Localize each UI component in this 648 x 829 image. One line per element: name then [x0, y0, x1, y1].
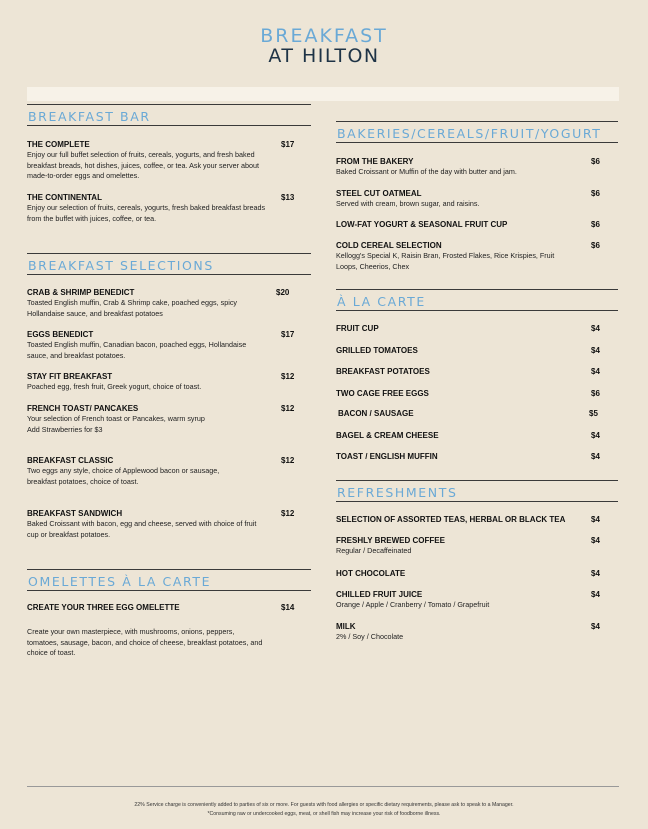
item-description: Regular / Decaffeinated — [336, 546, 412, 555]
item-price: $17 — [281, 140, 295, 149]
footer-consumption-warning: *Consuming raw or undercooked eggs, meat, or shell fish may increase your risk of foodborne illness. — [207, 811, 441, 817]
item-description: Served with cream, brown sugar, and raisins. — [336, 199, 480, 208]
item-price: $4 — [591, 622, 600, 631]
footer-divider — [27, 786, 619, 787]
item-description-extra: Add Strawberries for $3 — [27, 424, 103, 434]
section-refreshments-heading: REFRESHMENTS — [336, 480, 618, 502]
item-price: $4 — [591, 324, 600, 333]
item-name: TOAST / ENGLISH MUFFIN — [336, 452, 438, 461]
menu-item — [336, 515, 618, 525]
item-name: FRESHLY BREWED COFFEE — [336, 536, 445, 545]
item-price: $13 — [281, 193, 295, 202]
item-price: $4 — [591, 515, 600, 524]
item-price: $20 — [276, 288, 290, 297]
menu-item — [336, 157, 618, 178]
menu-item — [336, 431, 618, 441]
item-description: Enjoy our full buffet selection of fruits, cereals, yogurts, and fresh baked breakfast breads, hot dishes, juices, coffee, or tea. Ask your server about made-to-order eggs and omelettes. — [27, 150, 259, 180]
item-name: STAY FIT BREAKFAST — [27, 372, 113, 381]
item-price: $4 — [591, 569, 600, 578]
item-name: BREAKFAST POTATOES — [336, 367, 430, 376]
item-price: $14 — [281, 603, 295, 612]
item-price: $4 — [591, 367, 600, 376]
item-name: FRUIT CUP — [336, 324, 379, 333]
menu-item — [336, 346, 618, 356]
item-price: $12 — [281, 372, 295, 381]
menu-title — [0, 26, 648, 66]
menu-item — [336, 536, 618, 557]
menu-item — [336, 590, 618, 611]
item-name: THE COMPLETE — [27, 140, 90, 149]
menu-item — [27, 372, 311, 393]
item-description: Baked Croissant with bacon, egg and cheese, served with choice of fruit cup or breakfast potatoes. — [27, 519, 257, 539]
item-name: MILK — [336, 622, 356, 631]
title-line-2: AT HILTON — [268, 45, 380, 67]
item-description: Toasted English muffin, Canadian bacon, poached eggs, Hollandaise sauce, and breakfast potatoes. — [27, 340, 247, 360]
item-description: Toasted English muffin, Crab & Shrimp cake, poached eggs, spicy Hollandaise sauce, and breakfast potatoes — [27, 298, 238, 318]
menu-item — [336, 389, 618, 399]
item-price: $12 — [281, 509, 295, 518]
item-description: Orange / Apple / Cranberry / Tomato / Grapefruit — [336, 600, 490, 609]
item-price: $6 — [591, 241, 600, 250]
menu-item — [336, 452, 618, 462]
item-price: $6 — [591, 220, 600, 229]
item-description: Poached egg, fresh fruit, Greek yogurt, choice of toast. — [27, 382, 202, 391]
header-band — [27, 87, 619, 101]
item-description: 2% / Soy / Chocolate — [336, 632, 404, 641]
item-description: Enjoy our selection of fruits, cereals, yogurts, fresh baked breakfast breads from the buffet with juices, coffee, or tea. — [27, 203, 266, 223]
item-name: BACON / SAUSAGE — [338, 409, 414, 418]
menu-item — [336, 220, 618, 230]
item-name: CHILLED FRUIT JUICE — [336, 590, 423, 599]
item-name: LOW-FAT YOGURT & SEASONAL FRUIT CUP — [336, 220, 508, 229]
menu-item — [27, 330, 311, 361]
item-name: FROM THE BAKERY — [336, 157, 414, 166]
item-price: $4 — [591, 536, 600, 545]
menu-item — [27, 140, 311, 182]
item-price: $5 — [589, 409, 598, 418]
section-breakfast-bar-heading: BREAKFAST BAR — [27, 104, 311, 126]
item-name: TWO CAGE FREE EGGS — [336, 389, 429, 398]
item-name: BREAKFAST SANDWICH — [27, 509, 123, 518]
item-price: $4 — [591, 346, 600, 355]
menu-item — [27, 603, 311, 613]
section-omelettes-heading: OMELETTES À LA CARTE — [27, 569, 311, 591]
item-name: COLD CEREAL SELECTION — [336, 241, 442, 250]
item-price: $17 — [281, 330, 295, 339]
item-price: $12 — [281, 404, 295, 413]
menu-item — [336, 241, 618, 272]
item-name: STEEL CUT OATMEAL — [336, 189, 422, 198]
menu-item — [336, 622, 618, 643]
item-price: $4 — [591, 452, 600, 461]
item-price: $4 — [591, 590, 600, 599]
item-price: $6 — [591, 189, 600, 198]
item-price: $12 — [281, 456, 295, 465]
item-description: Kellogg's Special K, Raisin Bran, Frosted Flakes, Rice Krispies, Fruit Loops, Cheerios, Chex — [336, 251, 555, 271]
menu-item — [27, 509, 311, 540]
item-name: THE CONTINENTAL — [27, 193, 102, 202]
section-a-la-carte-heading: À LA CARTE — [336, 289, 618, 311]
menu-item — [27, 456, 311, 487]
section-bakeries-heading: BAKERIES/CEREALS/FRUIT/YOGURT — [336, 121, 618, 143]
menu-item — [27, 288, 311, 319]
item-description: Two eggs any style, choice of Applewood bacon or sausage, — [27, 466, 220, 475]
item-description: Create your own masterpiece, with mushrooms, onions, peppers, tomatoes, sausage, bacon, and choice of cheese, breakfast potatoes, and choice of toast. — [27, 627, 263, 657]
item-name: BREAKFAST CLASSIC — [27, 456, 114, 465]
menu-item-description-block — [27, 627, 311, 659]
menu-item — [27, 193, 311, 224]
item-price: $4 — [591, 431, 600, 440]
menu-item — [336, 324, 618, 334]
menu-item — [336, 409, 618, 419]
item-name: GRILLED TOMATOES — [336, 346, 418, 355]
item-description: Baked Croissant or Muffin of the day with butter and jam. — [336, 167, 517, 176]
item-description: Your selection of French toast or Pancakes, warm syrup — [27, 414, 205, 423]
item-name: EGGS BENEDICT — [27, 330, 94, 339]
section-breakfast-selections-heading: BREAKFAST SELECTIONS — [27, 253, 311, 275]
title-line-1: BREAKFAST — [260, 25, 388, 47]
menu-item — [336, 189, 618, 210]
item-price: $6 — [591, 389, 600, 398]
menu-item — [336, 569, 618, 579]
item-name: SELECTION OF ASSORTED TEAS, HERBAL OR BLACK TEA — [336, 515, 566, 524]
item-name: CREATE YOUR THREE EGG OMELETTE — [27, 603, 180, 612]
item-price: $6 — [591, 157, 600, 166]
item-description-extra: breakfast potatoes, choice of toast. — [27, 476, 139, 486]
item-name: CRAB & SHRIMP BENEDICT — [27, 288, 135, 297]
item-name: FRENCH TOAST/ PANCAKES — [27, 404, 139, 413]
item-name: HOT CHOCOLATE — [336, 569, 406, 578]
menu-item — [336, 367, 618, 377]
menu-item — [27, 404, 311, 435]
item-name: BAGEL & CREAM CHEESE — [336, 431, 439, 440]
footer-service-note: 22% Service charge is conveniently added to parties of six or more. For guests with food allergies or specific dietary requirements, please ask to speak to a Manager. — [134, 802, 514, 808]
